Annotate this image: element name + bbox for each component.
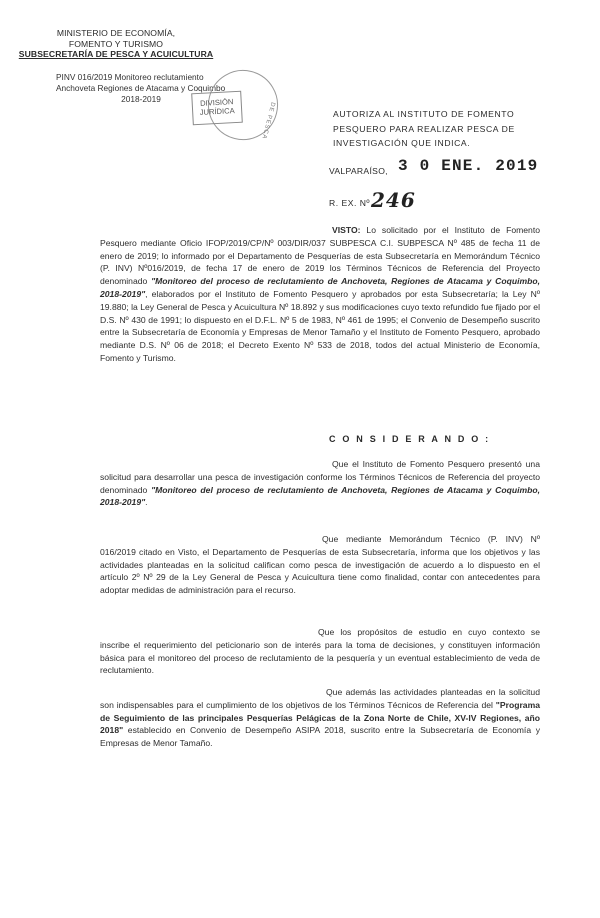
- considerando-1-text: Que el Instituto de Fomento Pesquero presentó una solicitud para desarrollar una pesca de investigación conforme los Términos Técnicos de Referencia del proyecto denominado: [100, 459, 540, 495]
- considerando-paragraph-2: [100, 533, 540, 597]
- round-seal-text: DE PESCA: [260, 101, 276, 141]
- resolution-date: 3 0 ENE. 2019: [398, 157, 539, 175]
- considerando-paragraph-3: [100, 626, 540, 677]
- place-label: VALPARAÍSO,: [329, 166, 388, 176]
- reference-line-2: Anchoveta Regiones de Atacama y Coquimbo: [56, 82, 226, 93]
- resolution-subject: AUTORIZA AL INSTITUTO DE FOMENTO PESQUERO PARA REALIZAR PESCA DE INVESTIGACIÓN QUE INDICA.: [333, 109, 515, 148]
- considerando-4-program: "Programa de Seguimiento de las principales Pesquerías Pelágicas de la Zona Norte de Chile, XV-IV Regiones, año 2018": [100, 699, 540, 736]
- visto-text-1: Lo solicitado por el Instituto de Fomento Pesquero mediante Oficio IFOP/2019/CP/Nº 003/DIR/037 SUBPESCA C.I. SUBPESCA Nº 485 de fecha 11 de enero de 2019; lo informado por el Departamento de Pesquerías de esta Subsecretaría en Memorándum Técnico (P. INV) Nº016/2019, de fecha 17 de enero de 2019 los Términos Técnicos de Referencia del Proyecto denominado: [100, 225, 540, 287]
- considerando-1-project: "Monitoreo del proceso de reclutamiento de Anchoveta, Regiones de Atacama y Coquimbo, 2018-2019": [100, 484, 540, 508]
- visto-paragraph: [100, 224, 540, 365]
- stamp-line-2: JURÍDICA: [199, 106, 235, 117]
- considerando-title: C O N S I D E R A N D O :: [329, 434, 491, 444]
- ministry-header: [0, 28, 232, 60]
- considerando-2-text: Que mediante Memorándum Técnico (P. INV) Nº 016/2019 citado en Visto, el Departamento de Pesquerías de esta Subsecretaría, informa que los objetivos y las actividades planteadas en la solicitud califican como pesca de investigación de acuerdo a lo dispuesto en el artículo 2º Nº 29 de la Ley General de Pesca y Acuicultura tiene como finalidad, contar con antecedentes para adoptar medidas de administración para el recurso.: [100, 534, 540, 596]
- rex-number: 246: [371, 188, 416, 212]
- visto-project-name: "Monitoreo del proceso de reclutamiento de Anchoveta, Regiones de Atacama y Coquimbo, 2018-2019": [100, 276, 540, 299]
- ministry-name: MINISTERIO DE ECONOMÍA,: [56, 28, 176, 38]
- visto-text-2: , elaborados por el Instituto de Fomento Pesquero y aprobados por esta Subsecretaría; la Ley Nº 19.880; la Ley General de Pesca y Acuicultura Nº 18.892 y sus modificaciones cuyo texto refundido fue fijado por el D.S. Nº 430 de 1991; lo dispuesto en el D.F.L. Nº 5 de 1983, Nº 461 de 1995; el Convenio de Desempeño suscrito entre la Subsecretaría de Economía y Empresas de Menor Tamaño y el Instituto de Fomento Pesquero, aprobado mediante D.S. Nº 06 de 2018; el Decreto Exento Nº 533 de 2018, todos del actual Ministerio de Economía, Fomento y Turismo.: [100, 288, 540, 363]
- visto-label: VISTO:: [332, 225, 361, 235]
- reference-line-1: PINV 016/2019 Monitoreo reclutamiento: [56, 72, 204, 82]
- considerando-4-text: Que además las actividades planteadas en la solicitud son indispensables para el cumplimiento de los objetivos de los Términos Técnicos de Referencia del: [100, 687, 540, 710]
- legal-division-stamp: [191, 91, 243, 126]
- considerando-4-end: establecido en Convenio de Desempeño ASIPA 2018, suscrito entre la Subsecretaría de Economía y Empresas de Menor Tamaño.: [100, 725, 540, 749]
- reference-line-3: 2018-2019: [121, 93, 161, 104]
- considerando-paragraph-4: [100, 686, 540, 750]
- considerando-3-text: Que los propósitos de estudio en cuyo contexto se inscribe el requerimiento del peticionario son de interés para la toma de decisiones, y constituyen información básica para el monitoreo del proceso de reclutamiento de la pesquería y un eventual establecimiento de veda de reclutamiento.: [100, 627, 540, 676]
- ministry-department: FOMENTO Y TURISMO: [68, 38, 164, 49]
- considerando-1-end: .: [145, 497, 148, 508]
- considerando-paragraph-1: [100, 458, 540, 509]
- rex-label: R. EX. Nº: [329, 198, 371, 208]
- subsecretariat-name: SUBSECRETARÍA DE PESCA Y ACUICULTURA: [18, 49, 214, 60]
- stamp-line-1: DIVISIÓN: [199, 97, 234, 108]
